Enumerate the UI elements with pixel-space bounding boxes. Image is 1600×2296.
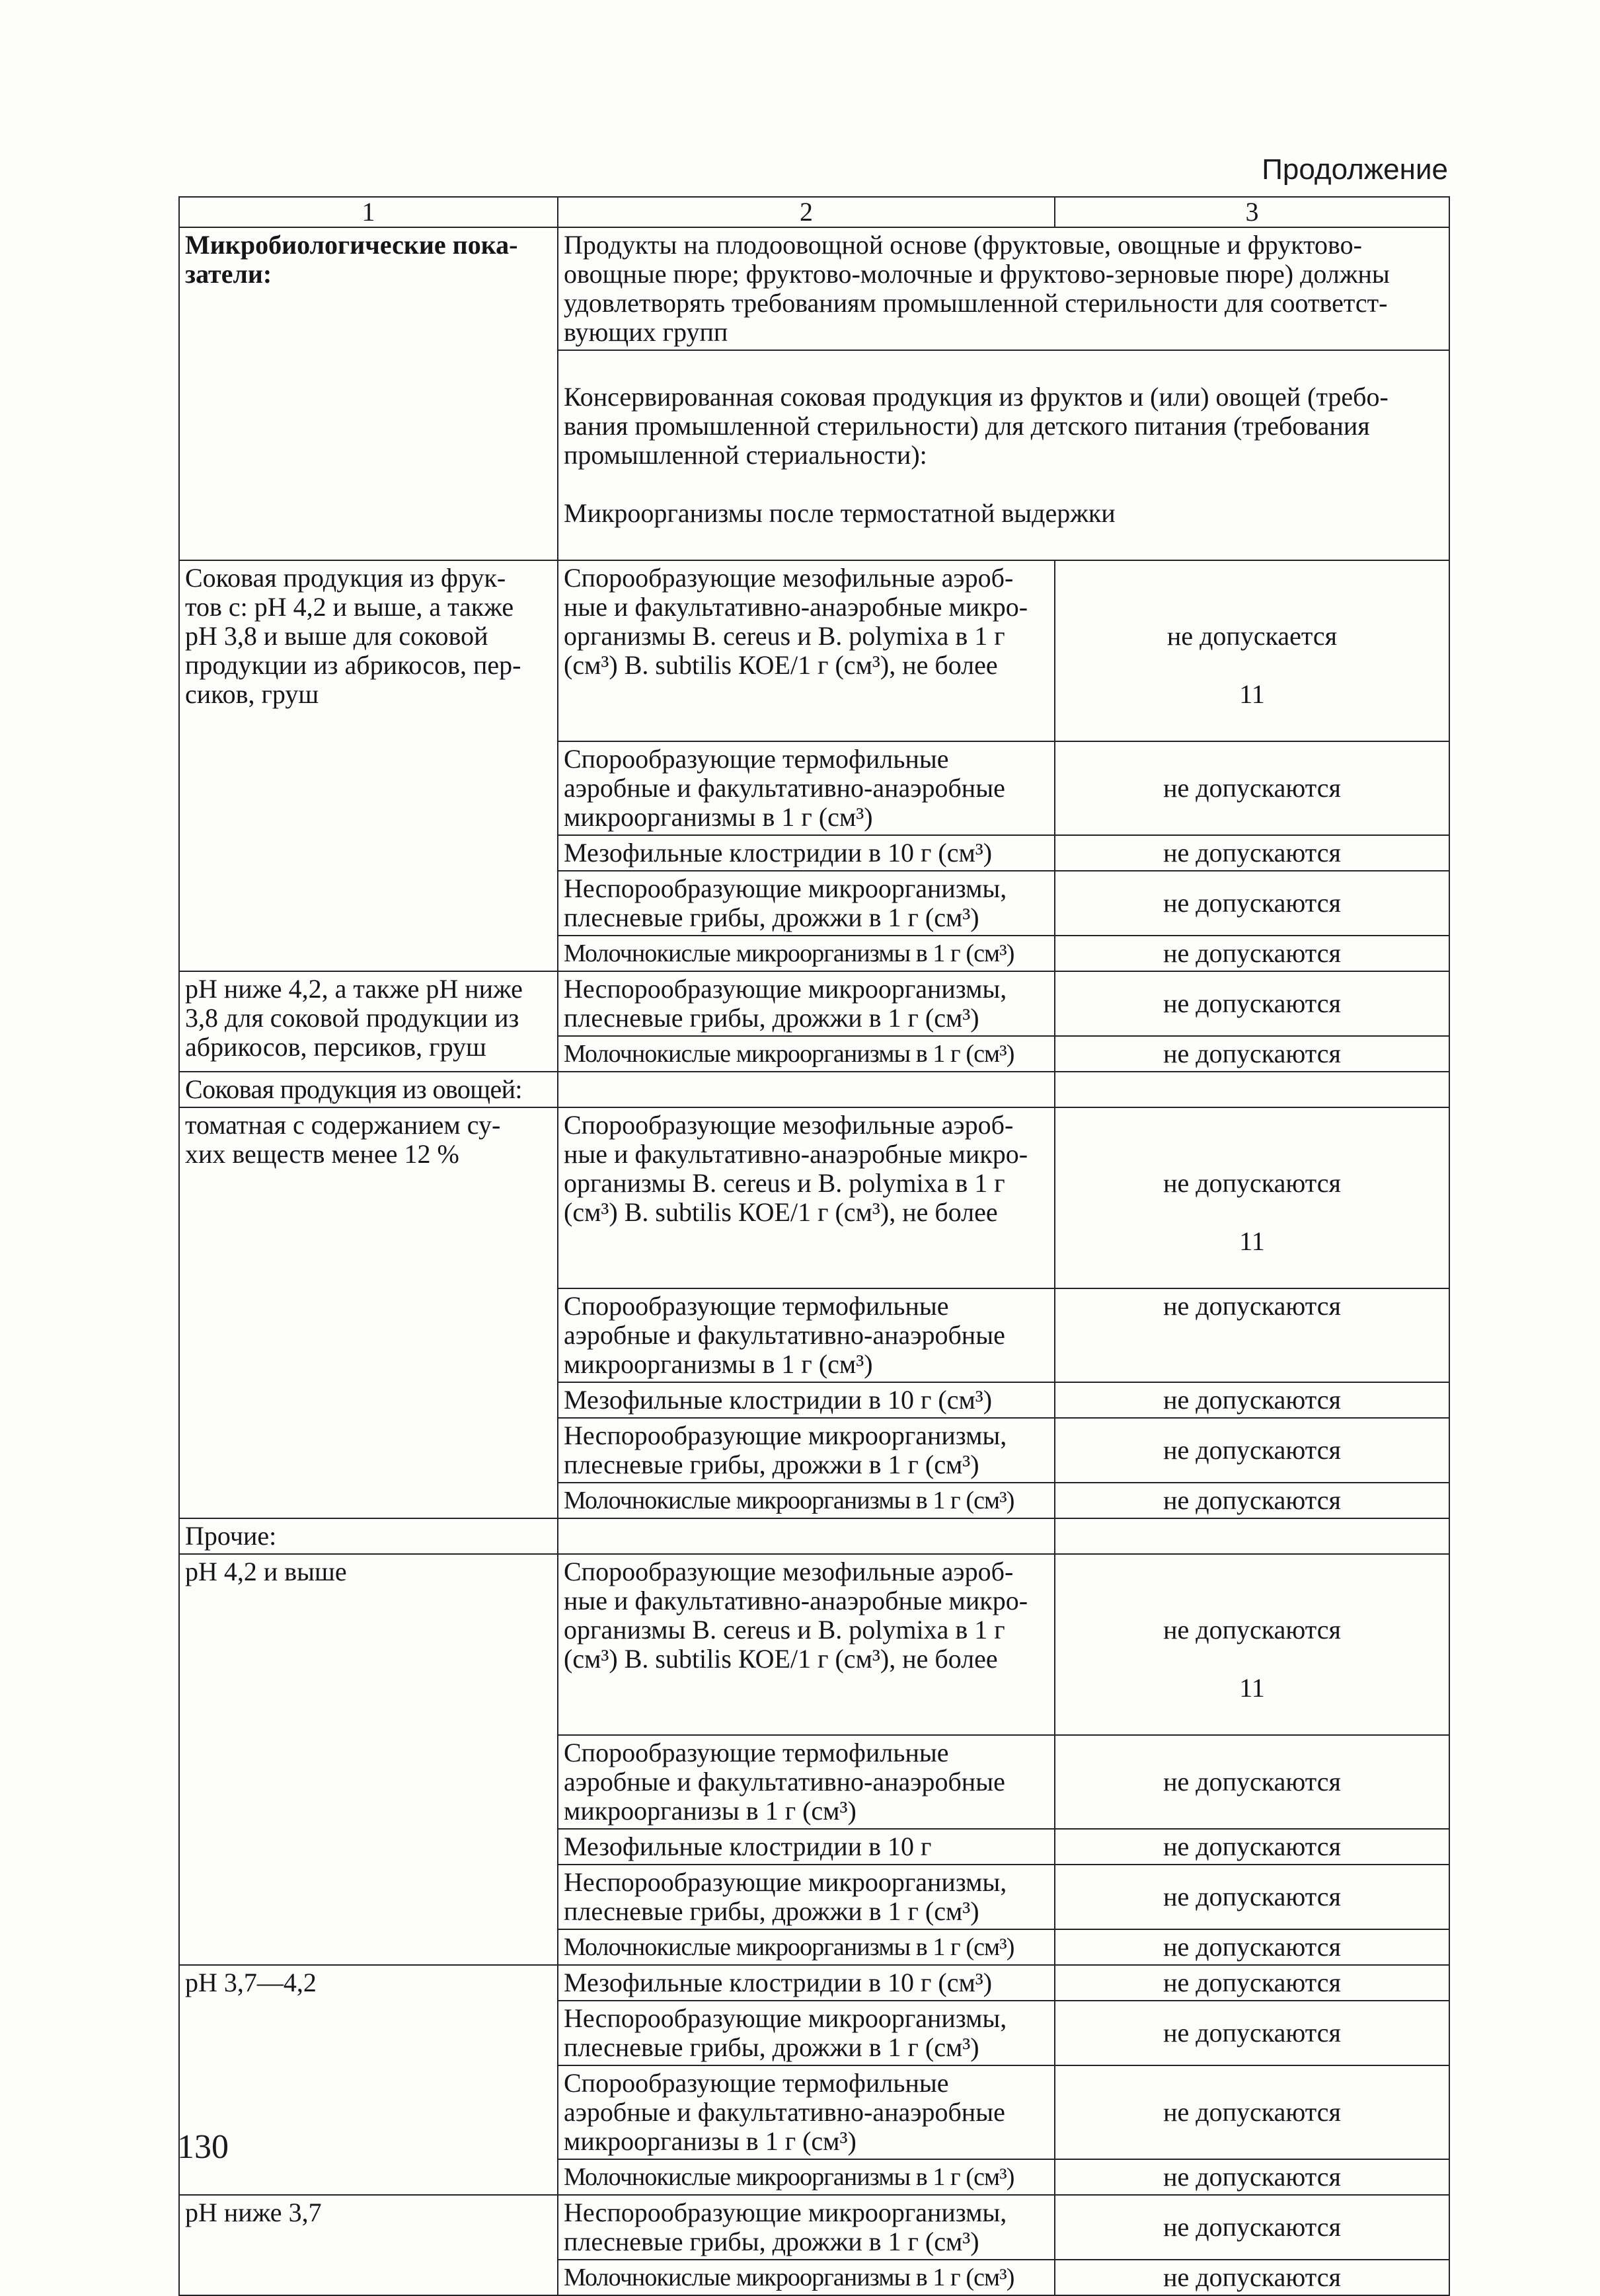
norm-values: [1061, 1586, 1443, 1703]
indicator-cell: Молочнокислые микроорганизмы в 1 г (см³): [558, 2260, 1055, 2295]
continuation-label: Продолжение: [1262, 153, 1448, 186]
indicator-cell: Спорообразующие термофильные аэробные и факультативно-анаэробные микроорганизмы в 1 г (см³): [558, 741, 1055, 835]
norm-cell: не допускаются: [1055, 2001, 1449, 2065]
norm-cell: не допускаются: [1055, 2159, 1449, 2195]
indicator-cell: Спорообразующие мезофильные аэроб- ные и факультативно-анаэробные микро- организмы B. cereus и B. polymixa в 1 г (см³) B. subtilis КОЕ/1 г (см³), не более: [558, 1554, 1055, 1735]
microbiology-indicators-table: [178, 196, 1450, 2296]
limit-value: 11: [1239, 679, 1265, 709]
indicator-cell: Неспорообразующие микроорганизмы, плесневые грибы, дрожжи в 1 г (см³): [558, 971, 1055, 1036]
group-label: pH ниже 3,7: [179, 2195, 558, 2295]
indicator-cell: Молочнокислые микроорганизмы в 1 г (см³): [558, 1036, 1055, 1072]
intro-label: Микробиологические пока- затели:: [179, 227, 558, 560]
table-row: [179, 971, 1449, 1036]
indicator-cell: Молочнокислые микроорганизмы в 1 г (см³): [558, 1929, 1055, 1965]
indicator-cell: Неспорообразующие микроорганизмы, плесневые грибы, дрожжи в 1 г (см³): [558, 1865, 1055, 1929]
heading-row: [179, 1518, 1449, 1554]
norm-cell: не допускаются: [1055, 2065, 1449, 2159]
group-label: томатная с содержанием су- хих веществ менее 12 %: [179, 1107, 558, 1518]
empty-cell: [558, 1518, 1055, 1554]
empty-cell: [558, 1072, 1055, 1107]
norm-cell: [1055, 560, 1449, 741]
norm-cell: не допускаются: [1055, 1483, 1449, 1518]
norm-cell: не допускаются: [1055, 1418, 1449, 1483]
norm-cell: не допускаются: [1055, 1735, 1449, 1829]
indicator-cell: Спорообразующие мезофильные аэроб- ные и факультативно-анаэробные микро- организмы B. cereus и B. polymixa в 1 г (см³) B. subtilis КОЕ/1 г (см³), не более: [558, 560, 1055, 741]
norm-value: не допускаются: [1163, 1615, 1341, 1645]
section-heading-other: Прочие:: [179, 1518, 558, 1554]
section-heading-vegetables: Соковая продукция из овощей:: [179, 1072, 558, 1107]
group-label: Соковая продукция из фрук- тов с: pH 4,2 и выше, а также pH 3,8 и выше для соковой продукции из абрикосов, пер- сиков, груш: [179, 560, 558, 971]
norm-cell: не допускаются: [1055, 835, 1449, 871]
heading-row: [179, 1072, 1449, 1107]
table-row: [179, 1965, 1449, 2001]
norm-value: не допускаются: [1163, 1168, 1341, 1198]
limit-value: 11: [1239, 1673, 1265, 1703]
norm-cell: не допускаются: [1055, 1382, 1449, 1418]
norm-cell: не допускаются: [1055, 1929, 1449, 1965]
column-number-3: 3: [1055, 197, 1449, 227]
empty-cell: [1055, 1072, 1449, 1107]
norm-cell: не допускаются: [1055, 2195, 1449, 2260]
column-number-2: 2: [558, 197, 1055, 227]
table-row: [179, 1554, 1449, 1735]
indicator-cell: Неспорообразующие микроорганизмы, плесневые грибы, дрожжи в 1 г (см³): [558, 2195, 1055, 2260]
indicator-cell: Неспорообразующие микроорганизмы, плесневые грибы, дрожжи в 1 г (см³): [558, 2001, 1055, 2065]
norm-cell: не допускаются: [1055, 741, 1449, 835]
indicator-cell: Спорообразующие мезофильные аэроб- ные и факультативно-анаэробные микро- организмы B. cereus и B. polymixa в 1 г (см³) B. subtilis КОЕ/1 г (см³), не более: [558, 1107, 1055, 1288]
column-number-1: 1: [179, 197, 558, 227]
intro-paragraph-2-cell: [558, 350, 1449, 560]
column-number-row: [179, 197, 1449, 227]
group-label: pH 4,2 и выше: [179, 1554, 558, 1965]
intro-paragraph-3: Микроорганизмы после термостатной выдержки: [564, 498, 1116, 528]
norm-cell: не допускаются: [1055, 936, 1449, 971]
limit-value: 11: [1239, 1226, 1265, 1256]
indicator-cell: Мезофильные клостридии в 10 г (см³): [558, 1965, 1055, 2001]
norm-cell: [1055, 1107, 1449, 1288]
norm-values: [1061, 1140, 1443, 1256]
table-row: [179, 1107, 1449, 1288]
indicator-cell: Спорообразующие термофильные аэробные и факультативно-анаэробные микроорганизы в 1 г (см³): [558, 1735, 1055, 1829]
group-label: pH 3,7—4,2: [179, 1965, 558, 2195]
indicator-cell: Мезофильные клостридии в 10 г: [558, 1829, 1055, 1865]
indicator-cell: Неспорообразующие микроорганизмы, плесневые грибы, дрожжи в 1 г (см³): [558, 871, 1055, 936]
norm-cell: [1055, 1554, 1449, 1735]
table-row: [179, 560, 1449, 741]
norm-cell: не допускаются: [1055, 2260, 1449, 2295]
intro-paragraph-1: Продукты на плодоовощной основе (фруктовые, овощные и фруктово- овощные пюре; фруктово-молочные и фруктово-зерновые пюре) должны удовлетворять требованиям промышленной стерильности для соответст- вующих групп: [558, 227, 1449, 350]
page-number: 130: [177, 2128, 229, 2166]
table-row: [179, 2195, 1449, 2260]
empty-cell: [1055, 1518, 1449, 1554]
indicator-cell: Молочнокислые микроорганизмы в 1 г (см³): [558, 2159, 1055, 2195]
indicator-cell: Молочнокислые микроорганизмы в 1 г (см³): [558, 1483, 1055, 1518]
indicator-cell: Молочнокислые микроорганизмы в 1 г (см³): [558, 936, 1055, 971]
indicator-cell: Спорообразующие термофильные аэробные и факультативно-анаэробные микроорганизмы в 1 г (см³): [558, 1288, 1055, 1382]
norm-cell: не допускаются: [1055, 1965, 1449, 2001]
indicator-cell: Неспорообразующие микроорганизмы, плесневые грибы, дрожжи в 1 г (см³): [558, 1418, 1055, 1483]
norm-cell: не допускаются: [1055, 1829, 1449, 1865]
norm-values: [1061, 593, 1443, 709]
norm-cell: не допускаются: [1055, 1036, 1449, 1072]
intro-row: [179, 227, 1449, 350]
indicator-cell: Мезофильные клостридии в 10 г (см³): [558, 835, 1055, 871]
norm-cell: не допускаются: [1055, 871, 1449, 936]
indicator-cell: Мезофильные клостридии в 10 г (см³): [558, 1382, 1055, 1418]
intro-paragraph-2: Консервированная соковая продукция из фруктов и (или) овощей (требо- вания промышленной стерильности) для детского питания (требования промышленной стериальности):: [564, 382, 1389, 470]
norm-cell: не допускаются: [1055, 1288, 1449, 1382]
norm-cell: не допускаются: [1055, 1865, 1449, 1929]
group-label: pH ниже 4,2, а также pH ниже 3,8 для соковой продукции из абрикосов, персиков, груш: [179, 971, 558, 1072]
indicator-cell: Спорообразующие термофильные аэробные и факультативно-анаэробные микроорганизы в 1 г (см³): [558, 2065, 1055, 2159]
norm-value: не допускается: [1166, 621, 1338, 651]
norm-cell: не допускаются: [1055, 971, 1449, 1036]
